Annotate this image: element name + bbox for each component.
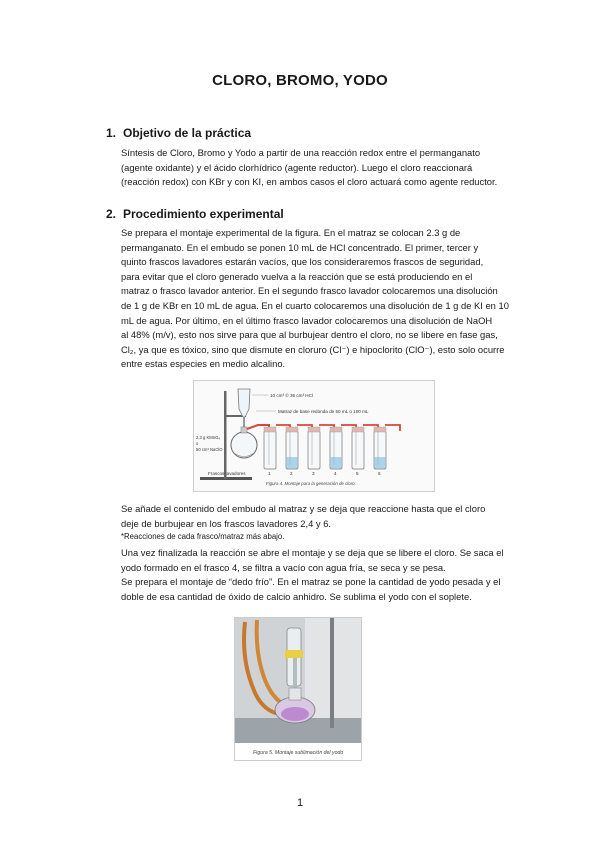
final-paragraph <box>121 546 516 604</box>
reagent-label: 2,3 g KMnO₄ <box>196 435 221 440</box>
paragraph-line: (reacción redox) con KBr y con KI, en ambos casos el cloro actuará como agente reductor. <box>121 176 498 188</box>
paragraph-line: doble de esa cantidad de óxido de calcio anhidro. Se sublima el yodo con el soplete. <box>121 590 472 602</box>
reactions-note: *Reacciones de cada frasco/matraz más abajo. <box>121 532 285 541</box>
wash-bottle-5 <box>352 427 364 469</box>
paragraph-line: de 1 g de KBr en 10 mL de agua. En el cuarto colocaremos una disolución de 1 g de KI en 10 <box>121 299 509 311</box>
page-number: 1 <box>296 797 304 809</box>
wash-bottle-1 <box>264 427 276 469</box>
bottle-number: 1 <box>268 471 271 476</box>
paragraph-line: mL de agua. Por último, en el último frasco lavador colocaremos una disolución de NaOH <box>121 314 493 326</box>
round-bottom-flask <box>231 432 257 458</box>
section-title: Objetivo de la práctica <box>123 126 252 140</box>
sublimation-photo <box>235 618 361 760</box>
setup-diagram <box>194 381 434 491</box>
paragraph-line: Se prepara el montaje de “dedo frío”. En el matraz se pone la cantidad de yodo pesada y el <box>121 576 501 588</box>
objective-paragraph <box>121 146 516 190</box>
bottle-number: 4 <box>334 471 337 476</box>
dropping-funnel <box>238 389 250 417</box>
paragraph-line: entre estas especies en medio alcalino. <box>121 358 286 370</box>
paragraph-line: al 48% (m/v), esto nos sirve para que al burbujear dentro el cloro, no se libere en fase gas, <box>121 329 498 341</box>
paragraph-line: Cl₂, ya que es tóxico, sino que dismute en cloruro (Cl⁻) e hipoclorito (ClO⁻), esto solo ocurre <box>121 343 505 355</box>
paragraph-line: deje de burbujear en los frascos lavadores 2,4 y 6. <box>121 517 332 529</box>
bottle-number: 2 <box>290 471 293 476</box>
paragraph-line: Síntesis de Cloro, Bromo y Yodo a partir de una reacción redox entre el permanganato <box>121 147 481 158</box>
paragraph-line: para evitar que el cloro generado vuelva a la reacción que se está produciendo en el <box>121 270 473 282</box>
reaction-paragraph <box>121 502 516 531</box>
paragraph-line: yodo formado en el frasco 4, se filtra a vacío con agua fría, se seca y se pesa. <box>121 561 446 573</box>
washers-label: Frascos lavadores <box>208 471 246 476</box>
stand-rod <box>330 618 334 728</box>
bottle-number: 3 <box>312 471 315 476</box>
procedure-paragraph <box>121 226 516 372</box>
stand-rod <box>224 391 227 479</box>
flask-neck <box>241 427 247 433</box>
paragraph-line: permanganato. En el embudo se ponen 10 mL de HCl concentrado. El primer, tercer y <box>121 241 479 253</box>
page-title: CLORO, BROMO, YODO <box>212 72 388 89</box>
paragraph-line: (agente oxidante) y el ácido clorhídrico (agente reductor). Luego el cloro reaccionará <box>121 161 473 173</box>
reagent-label: 50 cm³ NaClO <box>196 447 223 452</box>
section-heading-objetivo <box>106 126 251 140</box>
wash-bottle-6 <box>374 427 386 469</box>
funnel-label: 10 cm³ © 35 cm³ HCl <box>270 393 313 398</box>
section-number: 1. <box>106 126 117 140</box>
wash-bottle-3 <box>308 427 320 469</box>
figure-sublimation-photo <box>234 617 362 761</box>
section-number: 2. <box>106 207 117 221</box>
paragraph-line: Se añade el contenido del embudo al matraz y se deja que reaccione hasta que el cloro <box>121 503 486 514</box>
wash-bottle-4 <box>330 427 342 469</box>
clamp-yellow <box>285 650 303 658</box>
paragraph-line: Se prepara el montaje experimental de la figura. En el matraz se colocan 2.3 g de <box>121 227 461 238</box>
flask-label: Matraz de base redonda de 50 mL o 100 mL <box>278 409 369 414</box>
bottle-number: 5 <box>356 471 359 476</box>
reagent-label: o <box>196 441 199 446</box>
wash-bottle-2 <box>286 427 298 469</box>
bottle-number: 6 <box>378 471 381 476</box>
paragraph-line: quinto frascos lavadores estarán vacíos, que los consideraremos frascos de seguridad, <box>121 256 484 268</box>
paragraph-line: Una vez finalizada la reacción se abre el montaje y se deja que se libere el cloro. Se saca el <box>121 547 504 558</box>
section-heading-procedimiento <box>106 207 284 221</box>
figure-caption: Figura 5. Montaje sublimación del yodo <box>253 750 344 756</box>
figure-chlorine-setup <box>193 380 435 492</box>
paragraph-line: matraz o frasco lavador anterior. En el segundo frasco lavador colocaremos una disolución <box>121 285 498 297</box>
section-title: Procedimiento experimental <box>123 207 284 221</box>
figure-caption: Figura 4. Montaje para la generación de cloro. <box>266 481 356 486</box>
